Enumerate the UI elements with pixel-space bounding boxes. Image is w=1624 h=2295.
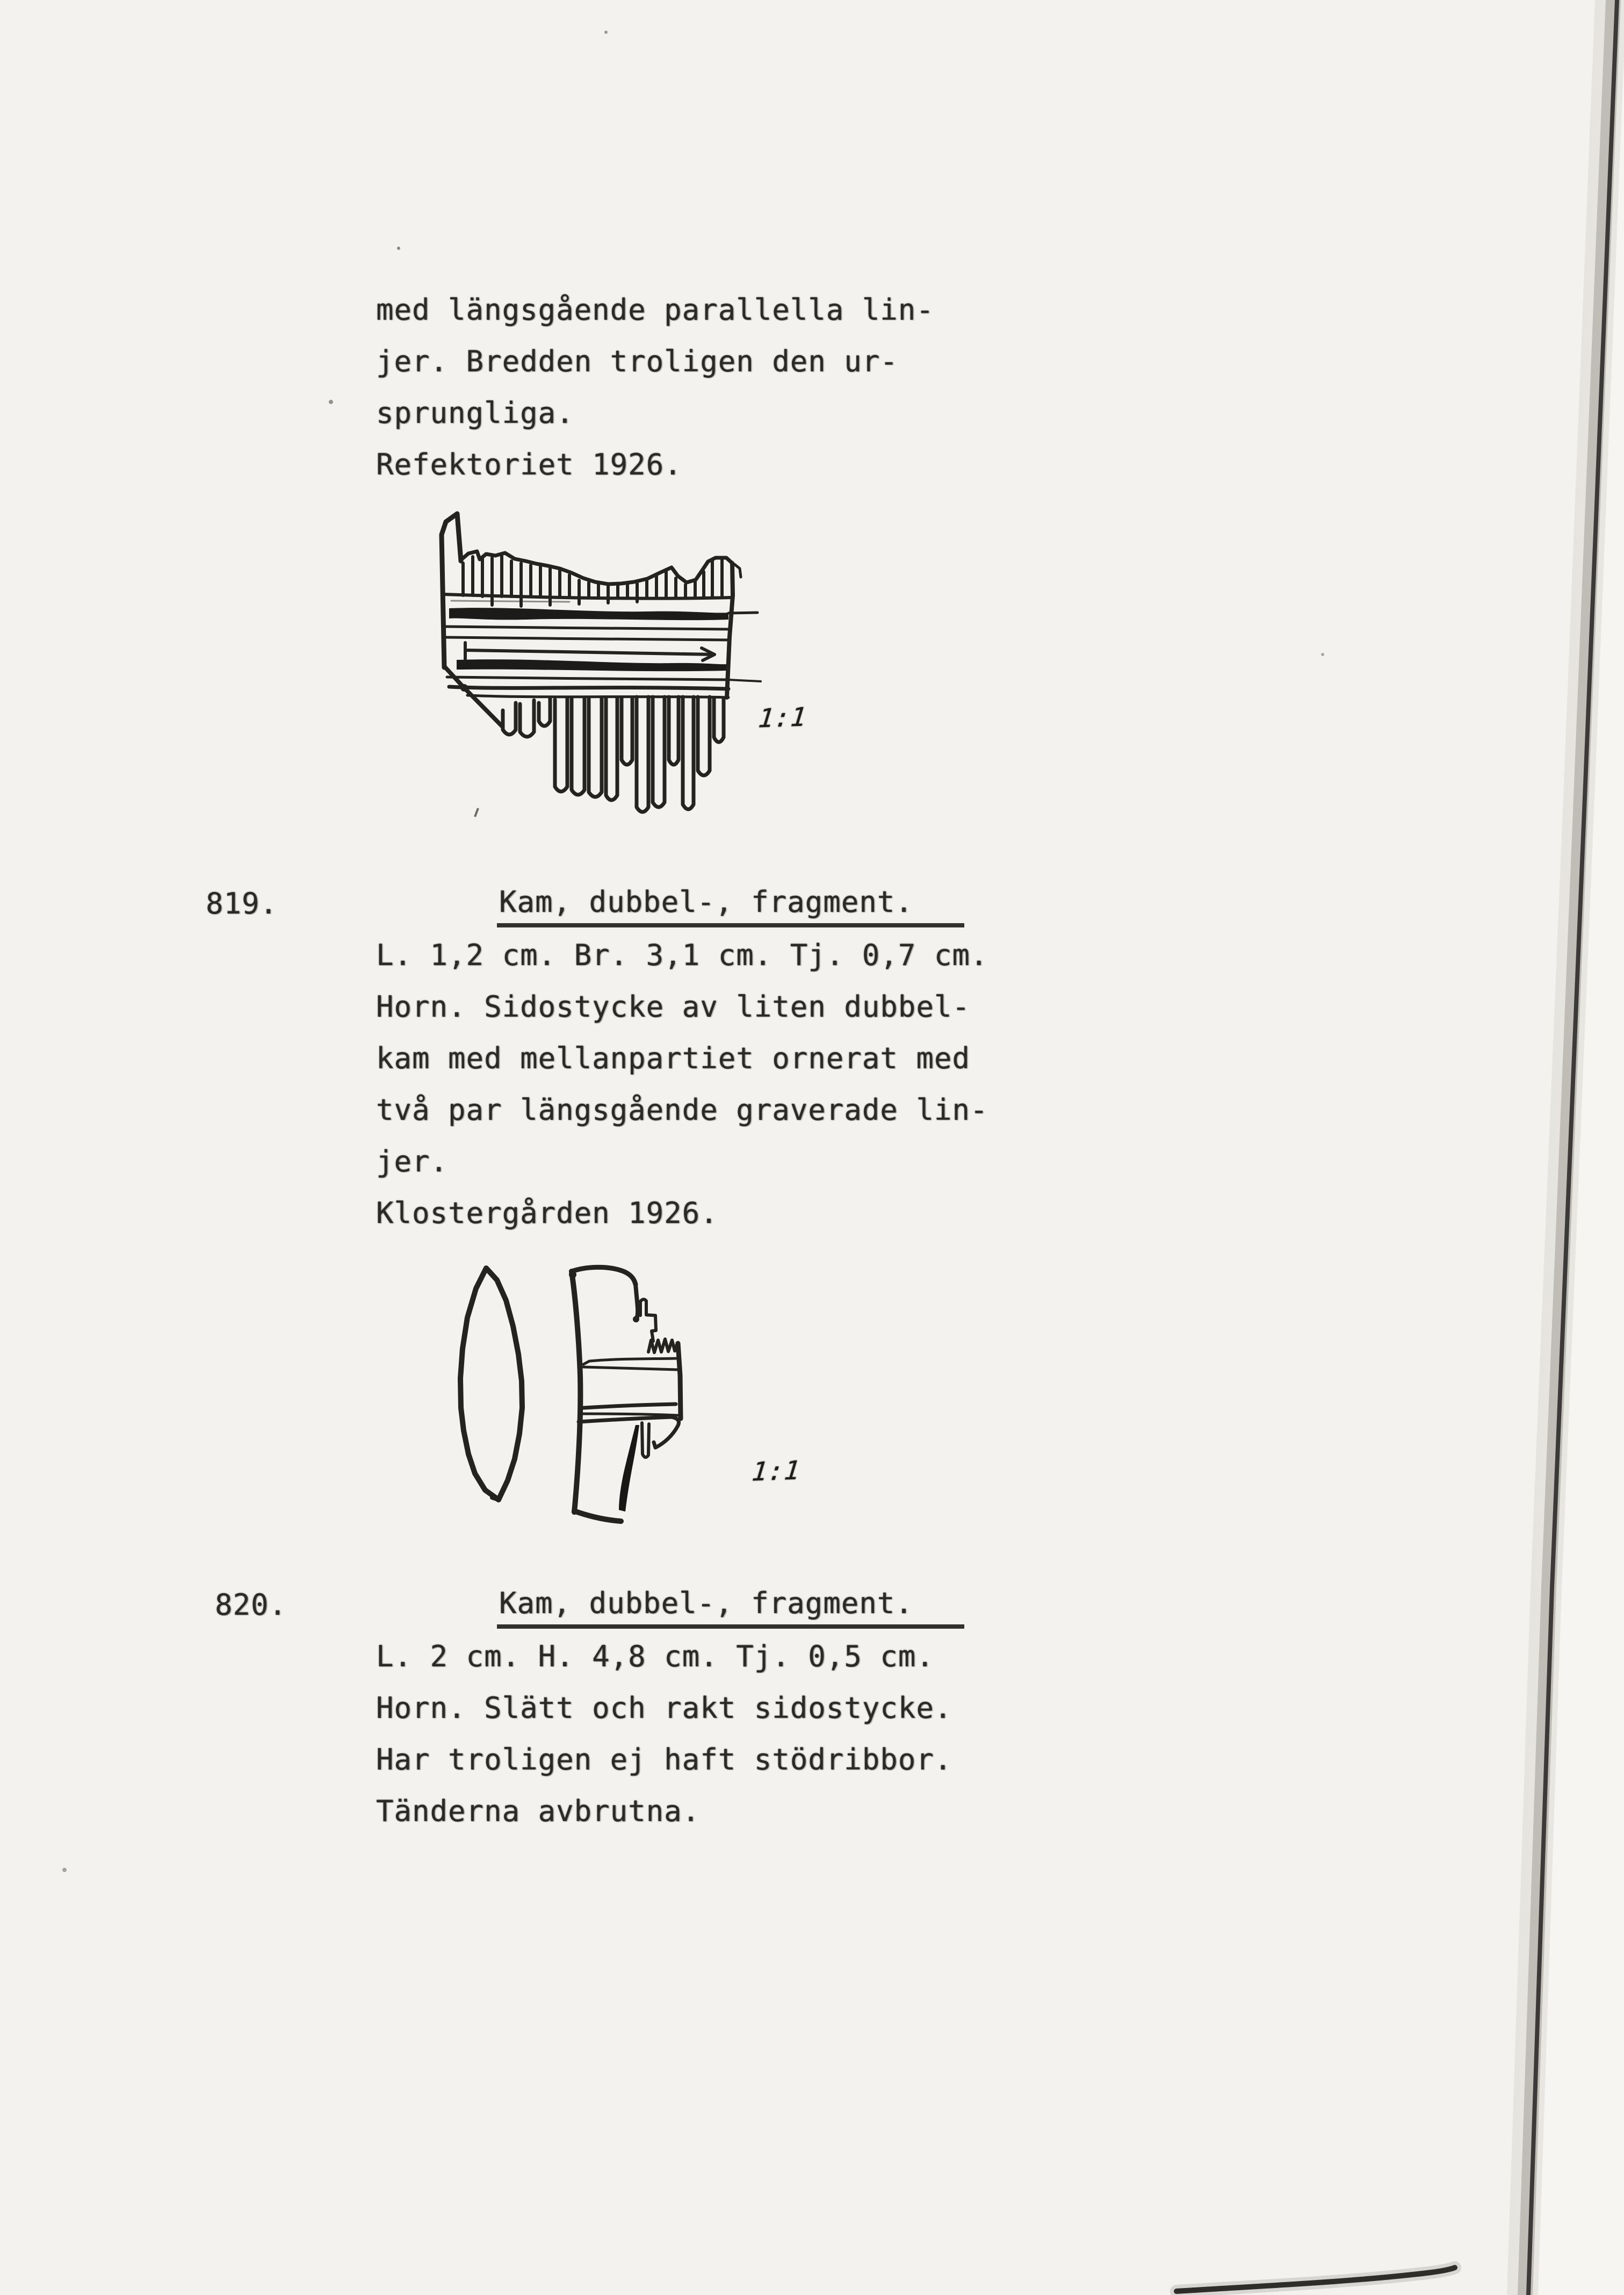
entry-819-line-5: jer. bbox=[376, 1145, 449, 1178]
figure-1-scale-label: 1:1 bbox=[756, 702, 809, 734]
page-edge-shadow bbox=[1522, 0, 1624, 2295]
entry-819-title bbox=[497, 885, 964, 927]
entry-820-line-3: Har troligen ej haft stödribbor. bbox=[376, 1743, 952, 1776]
entry-819-number: 819. bbox=[206, 887, 278, 920]
entry-819-line-3: kam med mellanpartiet ornerat med bbox=[376, 1041, 970, 1075]
entry-820-line-4: Tänderna avbrutna. bbox=[376, 1794, 701, 1828]
figure-2-scale-label: 1:1 bbox=[750, 1455, 802, 1487]
entry-819-line-6: Klostergården 1926. bbox=[376, 1196, 718, 1230]
intro-line-3: sprungliga. bbox=[376, 396, 574, 430]
page-curl-line bbox=[1177, 2268, 1455, 2291]
entry-820-title-text: Kam, dubbel-, fragment. bbox=[497, 1589, 964, 1629]
entry-820-number: 820. bbox=[215, 1588, 287, 1622]
entry-820-line-1: L. 2 cm. H. 4,8 cm. Tj. 0,5 cm. bbox=[376, 1639, 934, 1673]
comb-fragment-illustration bbox=[442, 514, 761, 812]
entry-820-line-2: Horn. Slätt och rakt sidostycke. bbox=[376, 1691, 952, 1725]
entry-819-line-2: Horn. Sidostycke av liten dubbel- bbox=[376, 990, 970, 1024]
entry-819-line-4: två par längsgående graverade lin- bbox=[376, 1093, 988, 1127]
intro-line-4: Refektoriet 1926. bbox=[376, 448, 682, 481]
intro-line-1: med längsgående parallella lin- bbox=[376, 293, 934, 327]
entry-820-title bbox=[497, 1586, 964, 1629]
comb-side-piece-illustration bbox=[460, 1267, 681, 1521]
intro-line-2: jer. Bredden troligen den ur- bbox=[376, 344, 898, 378]
entry-819-line-1: L. 1,2 cm. Br. 3,1 cm. Tj. 0,7 cm. bbox=[376, 938, 988, 972]
entry-819-title-text: Kam, dubbel-, fragment. bbox=[497, 888, 964, 927]
